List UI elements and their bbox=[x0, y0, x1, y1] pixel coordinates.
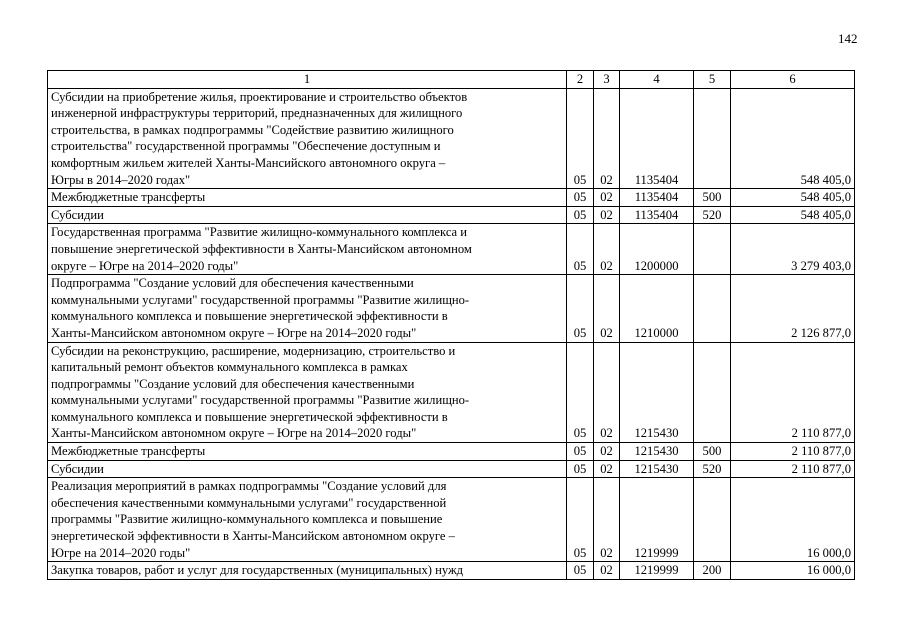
header-col-2: 2 bbox=[567, 71, 594, 89]
row-target-article: 1219999 bbox=[620, 562, 694, 580]
description-line: Ханты-Мансийском автономном округе – Югре на 2014–2020 годы" bbox=[51, 426, 417, 441]
header-col-1: 1 bbox=[48, 71, 567, 89]
row-subsection-code: 02 bbox=[594, 206, 620, 224]
row-description bbox=[48, 275, 567, 342]
row-amount: 2 110 877,0 bbox=[731, 342, 855, 443]
row-amount: 2 110 877,0 bbox=[731, 460, 855, 478]
row-section-code: 05 bbox=[567, 275, 594, 342]
row-section-code: 05 bbox=[567, 562, 594, 580]
row-target-article: 1135404 bbox=[620, 189, 694, 207]
row-target-article: 1219999 bbox=[620, 478, 694, 562]
description-line: Межбюджетные трансферты bbox=[51, 444, 206, 459]
table-row bbox=[48, 342, 855, 443]
row-subsection-code: 02 bbox=[594, 275, 620, 342]
description-line: коммунального комплекса и повышение энергетической эффективности в bbox=[51, 409, 448, 424]
row-subsection-code: 02 bbox=[594, 562, 620, 580]
row-target-article: 1200000 bbox=[620, 224, 694, 275]
row-expense-type: 520 bbox=[694, 460, 731, 478]
table-row bbox=[48, 562, 855, 580]
row-description bbox=[48, 478, 567, 562]
row-amount: 548 405,0 bbox=[731, 189, 855, 207]
row-expense-type bbox=[694, 275, 731, 342]
row-amount: 548 405,0 bbox=[731, 206, 855, 224]
description-line: Закупка товаров, работ и услуг для государственных (муниципальных) нужд bbox=[51, 563, 464, 578]
row-expense-type: 500 bbox=[694, 443, 731, 461]
row-description bbox=[48, 189, 567, 207]
row-subsection-code: 02 bbox=[594, 189, 620, 207]
description-line: Ханты-Мансийском автономном округе – Югре на 2014–2020 годы" bbox=[51, 325, 417, 340]
description-line: коммунальными услугами" государственной программы "Развитие жилищно- bbox=[51, 292, 470, 307]
description-line: комфортным жильем жителей Ханты-Мансийского автономного округа – bbox=[51, 155, 446, 170]
budget-table bbox=[47, 70, 855, 580]
table-row bbox=[48, 460, 855, 478]
row-target-article: 1135404 bbox=[620, 206, 694, 224]
row-target-article: 1210000 bbox=[620, 275, 694, 342]
description-line: строительства" государственной программы "Обеспечение доступным и bbox=[51, 139, 441, 154]
description-line: подпрограммы "Создание условий для обеспечения качественными bbox=[51, 376, 415, 391]
description-line: повышение энергетической эффективности в Ханты-Мансийском автономном bbox=[51, 241, 472, 256]
table-row bbox=[48, 189, 855, 207]
header-col-5: 5 bbox=[694, 71, 731, 89]
row-target-article: 1215430 bbox=[620, 460, 694, 478]
row-amount: 2 110 877,0 bbox=[731, 443, 855, 461]
description-line: Субсидии bbox=[51, 461, 104, 476]
row-amount: 548 405,0 bbox=[731, 88, 855, 189]
description-line: Субсидии bbox=[51, 207, 104, 222]
row-section-code: 05 bbox=[567, 342, 594, 443]
table-row bbox=[48, 206, 855, 224]
row-section-code: 05 bbox=[567, 478, 594, 562]
description-line: Межбюджетные трансферты bbox=[51, 190, 206, 205]
row-expense-type bbox=[694, 478, 731, 562]
table-row bbox=[48, 275, 855, 342]
description-line: программы "Развитие жилищно-коммунального комплекса и повышение bbox=[51, 512, 443, 527]
description-line: Югры в 2014–2020 годах" bbox=[51, 172, 191, 187]
row-subsection-code: 02 bbox=[594, 443, 620, 461]
table-row bbox=[48, 478, 855, 562]
description-line: энергетической эффективности в Ханты-Мансийском автономном округе – bbox=[51, 529, 455, 544]
row-section-code: 05 bbox=[567, 88, 594, 189]
row-description bbox=[48, 206, 567, 224]
description-line: Субсидии на приобретение жилья, проектирование и строительство объектов bbox=[51, 89, 468, 104]
description-line: капитальный ремонт объектов коммунального комплекса в рамках bbox=[51, 360, 408, 375]
description-line: инженерной инфраструктуры территорий, предназначенных для жилищного bbox=[51, 106, 463, 121]
row-subsection-code: 02 bbox=[594, 88, 620, 189]
row-amount: 3 279 403,0 bbox=[731, 224, 855, 275]
header-col-3: 3 bbox=[594, 71, 620, 89]
row-description bbox=[48, 562, 567, 580]
row-subsection-code: 02 bbox=[594, 224, 620, 275]
description-line: обеспечения качественными коммунальными услугами" государственной bbox=[51, 495, 447, 510]
row-description bbox=[48, 342, 567, 443]
description-line: коммунального комплекса и повышение энергетической эффективности в bbox=[51, 309, 448, 324]
row-amount: 16 000,0 bbox=[731, 478, 855, 562]
description-line: коммунальными услугами" государственной программы "Развитие жилищно- bbox=[51, 393, 470, 408]
row-expense-type bbox=[694, 88, 731, 189]
row-subsection-code: 02 bbox=[594, 342, 620, 443]
header-col-4: 4 bbox=[620, 71, 694, 89]
row-expense-type: 520 bbox=[694, 206, 731, 224]
row-expense-type bbox=[694, 224, 731, 275]
header-col-6: 6 bbox=[731, 71, 855, 89]
row-section-code: 05 bbox=[567, 224, 594, 275]
row-section-code: 05 bbox=[567, 189, 594, 207]
table-row bbox=[48, 443, 855, 461]
row-subsection-code: 02 bbox=[594, 478, 620, 562]
row-section-code: 05 bbox=[567, 206, 594, 224]
table-header-row bbox=[48, 71, 855, 89]
row-description bbox=[48, 443, 567, 461]
row-amount: 16 000,0 bbox=[731, 562, 855, 580]
row-expense-type bbox=[694, 342, 731, 443]
description-line: Югре на 2014–2020 годы" bbox=[51, 545, 191, 560]
description-line: Субсидии на реконструкцию, расширение, модернизацию, строительство и bbox=[51, 343, 456, 358]
description-line: округе – Югре на 2014–2020 годы" bbox=[51, 258, 239, 273]
row-target-article: 1215430 bbox=[620, 443, 694, 461]
row-description bbox=[48, 460, 567, 478]
row-amount: 2 126 877,0 bbox=[731, 275, 855, 342]
row-target-article: 1135404 bbox=[620, 88, 694, 189]
table-row bbox=[48, 224, 855, 275]
row-subsection-code: 02 bbox=[594, 460, 620, 478]
page-number: 142 bbox=[838, 31, 858, 46]
row-description bbox=[48, 88, 567, 189]
description-line: Подпрограмма "Создание условий для обеспечения качественными bbox=[51, 276, 414, 291]
row-expense-type: 200 bbox=[694, 562, 731, 580]
row-section-code: 05 bbox=[567, 460, 594, 478]
description-line: строительства, в рамках подпрограммы "Содействие развитию жилищного bbox=[51, 122, 454, 137]
row-section-code: 05 bbox=[567, 443, 594, 461]
table-row bbox=[48, 88, 855, 189]
row-target-article: 1215430 bbox=[620, 342, 694, 443]
row-expense-type: 500 bbox=[694, 189, 731, 207]
description-line: Реализация мероприятий в рамках подпрограммы "Создание условий для bbox=[51, 479, 447, 494]
description-line: Государственная программа "Развитие жилищно-коммунального комплекса и bbox=[51, 225, 468, 240]
row-description bbox=[48, 224, 567, 275]
